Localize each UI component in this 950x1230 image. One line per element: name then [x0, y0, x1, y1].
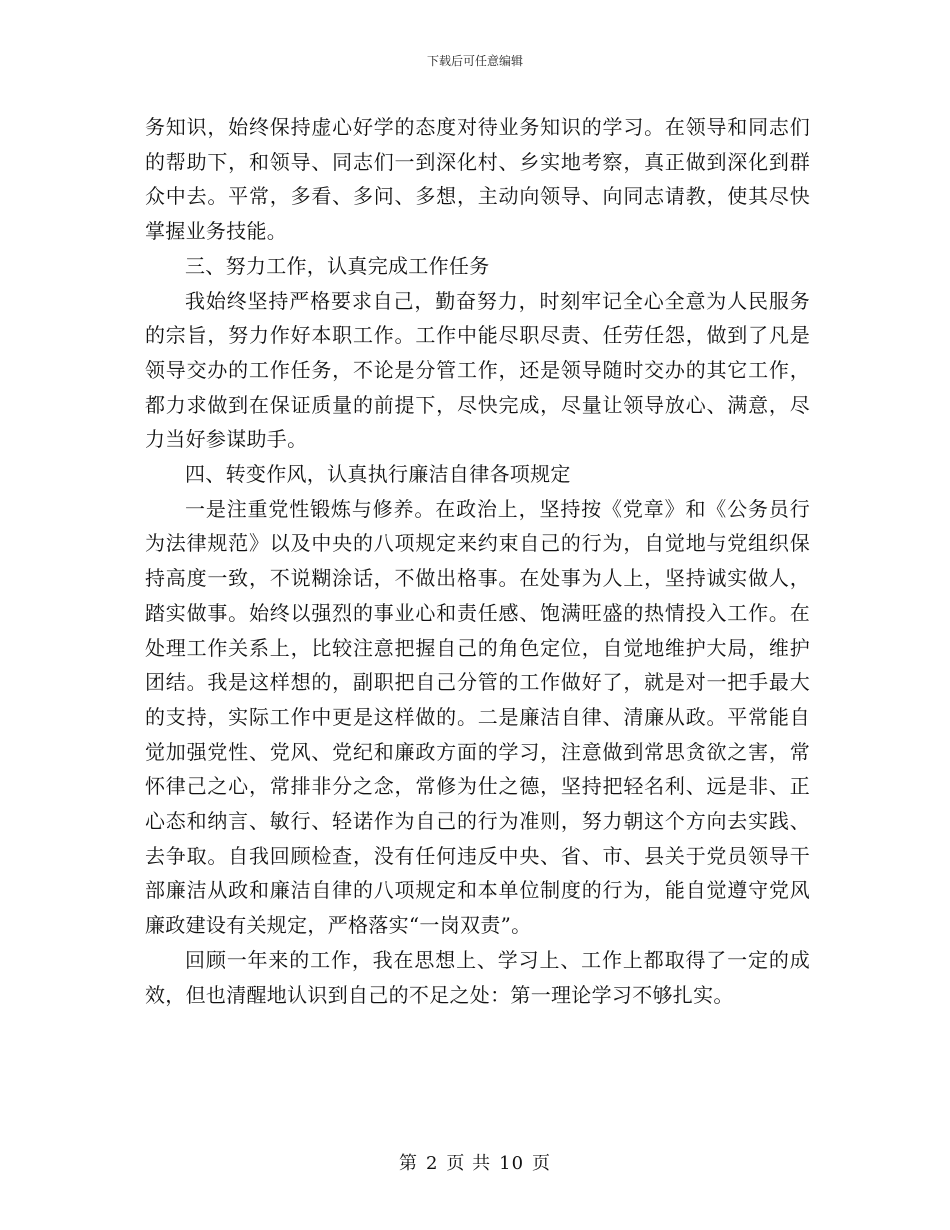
- header-text: 下载后可任意编辑: [426, 54, 523, 68]
- page-footer: [0, 1153, 950, 1175]
- document-body: [145, 110, 810, 1012]
- footer-suffix: 页: [532, 1153, 552, 1174]
- footer-middle: 页 共: [446, 1153, 492, 1174]
- paragraph: 务知识，始终保持虚心好学的态度对待业务知识的学习。在领导和同志们的帮助下，和领导、同志们一到深化村、乡实地考察，真正做到深化到群众中去。平常，多看、多问、多想，主动向领导、向同志请教，使其尽快掌握业务技能。: [145, 115, 810, 244]
- paragraph: 我始终坚持严格要求自己，勤奋努力，时刻牢记全心全意为人民服务的宗旨，努力作好本职工作。工作中能尽职尽责、任劳任怨，做到了凡是领导交办的工作任务，不论是分管工作，还是领导随时交办的其它工作，都力求做到在保证质量的前提下，尽快完成，尽量让领导放心、满意，尽力当好参谋助手。: [145, 288, 810, 452]
- section-heading: 四、转变作风，认真执行廉洁自律各项规定: [185, 462, 571, 487]
- page-header: [0, 53, 950, 69]
- footer-prefix: 第: [398, 1153, 418, 1174]
- paragraph: 回顾一年来的工作，我在思想上、学习上、工作上都取得了一定的成效，但也清醒地认识到自己的不足之处：第一理论学习不够扎实。: [145, 947, 810, 1007]
- paragraph: 一是注重党性锻炼与修养。在政治上，坚持按《党章》和《公务员行为法律规范》以及中央的八项规定来约束自己的行为，自觉地与党组织保持高度一致，不说糊涂话，不做出格事。在处事为人上，坚持诚实做人，踏实做事。始终以强烈的事业心和责任感、饱满旺盛的热情投入工作。在处理工作关系上，比较注意把握自己的角色定位，自觉地维护大局，维护团结。我是这样想的，副职把自己分管的工作做好了，就是对一把手最大的支持，实际工作中更是这样做的。二是廉洁自律、清廉从政。平常能自觉加强党性、党风、党纪和廉政方面的学习，注意做到常思贪欲之害，常怀律己之心，常排非分之念，常修为仕之德，坚持把轻名利、远是非、正心态和纳言、敏行、轻诺作为自己的行为准则，努力朝这个方向去实践、去争取。自我回顾检查，没有任何违反中央、省、市、县关于党员领导干部廉洁从政和廉洁自律的八项规定和本单位制度的行为，能自觉遵守党风廉政建设有关规定，严格落实“一岗双责”。: [145, 496, 810, 938]
- page-number: 2: [425, 1153, 439, 1174]
- total-pages: 10: [499, 1153, 525, 1174]
- section-heading: 三、努力工作，认真完成工作任务: [185, 253, 490, 278]
